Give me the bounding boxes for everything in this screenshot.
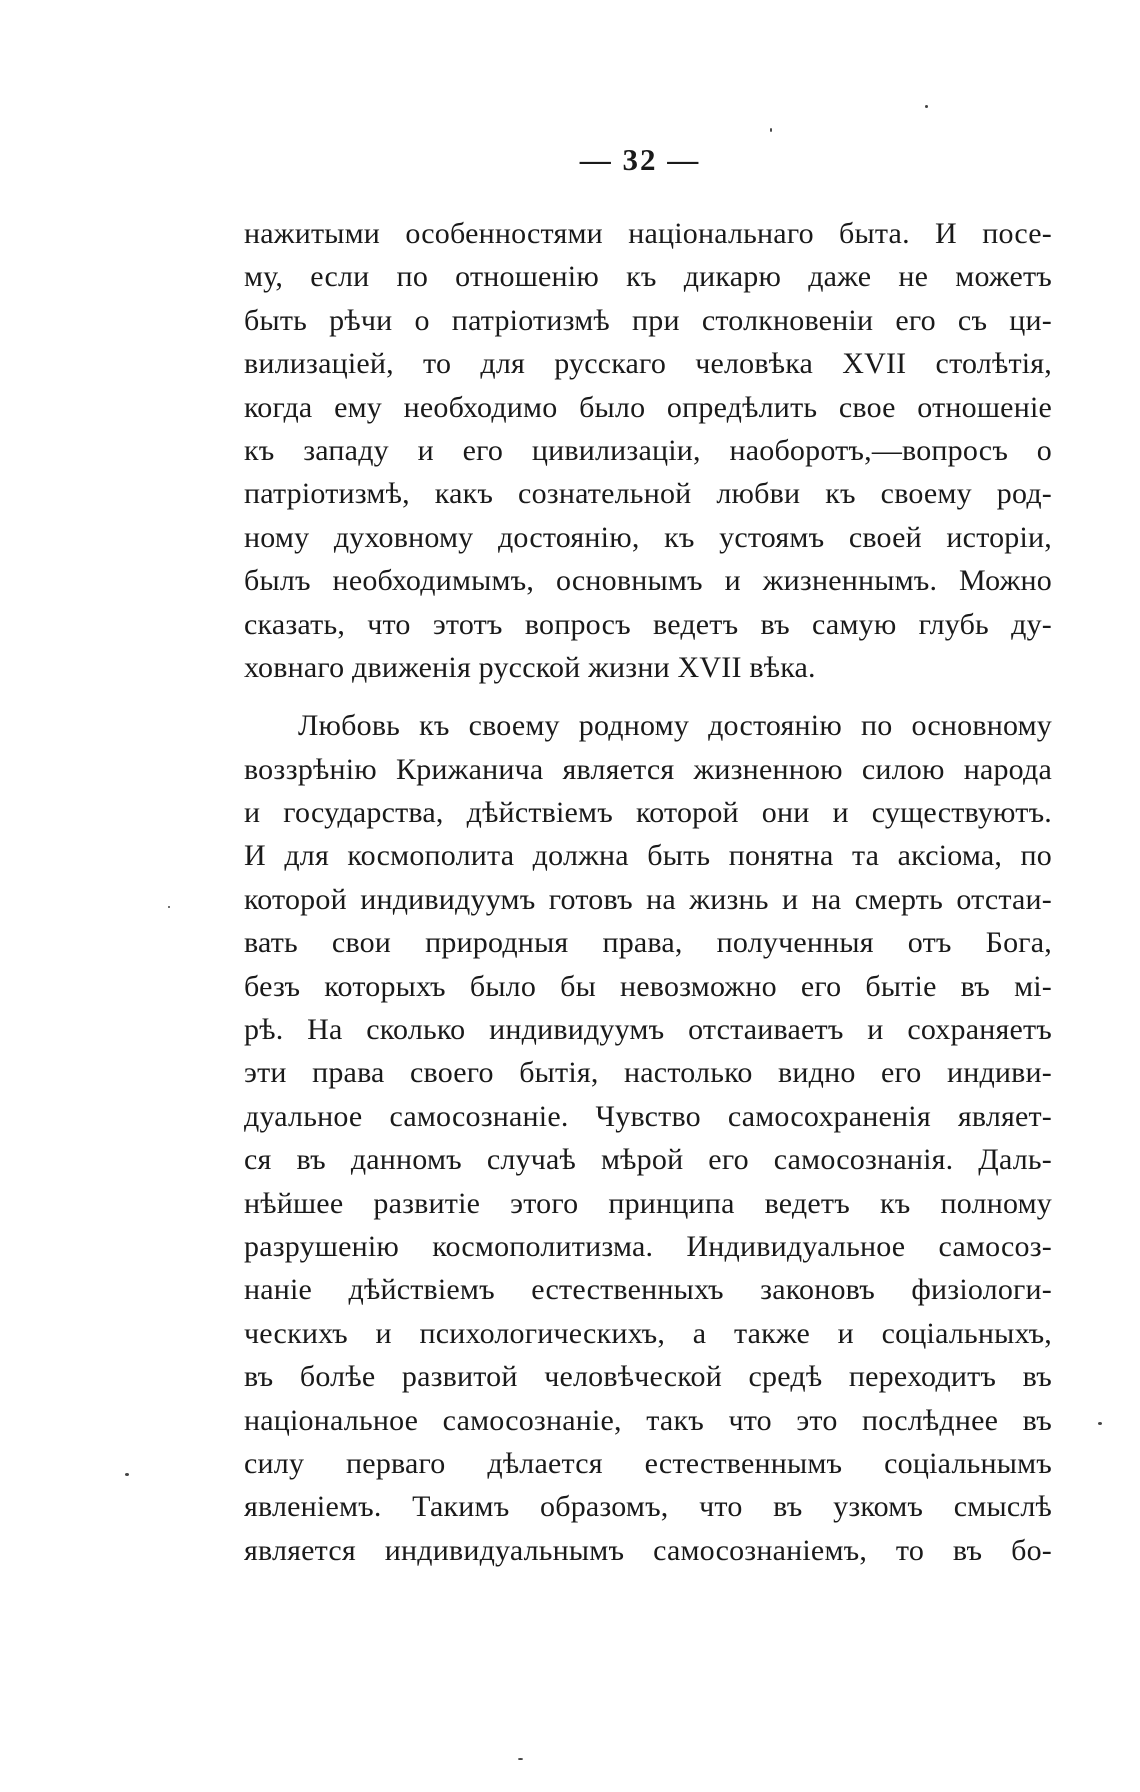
scan-speck [125,1473,129,1476]
text-line: наніе дѣйствіемъ естественныхъ законовъ физіологи- [244,1273,1052,1307]
text-line: И для космополита должна быть понятна та аксіома, по [244,839,1052,873]
text-line: ному духовному достоянію, къ устоямъ своей исторіи, [244,520,1052,554]
text-line: которой индивидуумъ готовъ на жизнь и на смерть отстаи- [244,882,1052,916]
text-line: вать свои природныя права, полученныя отъ Бога, [244,926,1052,960]
text-line: ховнаго движенія русской жизни XVII вѣка. [244,650,816,684]
text-line: нажитыми особенностями національнаго быта. И посе- [244,217,1052,250]
scan-speck [925,105,928,108]
text-line: явленіемъ. Такимъ образомъ, что въ узкомъ смыслѣ [244,1490,1052,1524]
text-line: силу перваго дѣлается естественнымъ соціальнымъ [244,1446,1052,1480]
text-line: му, если по отношенію къ дикарю даже не можетъ [244,260,1052,294]
text-line: къ западу и его цивилизаціи, наоборотъ,—вопросъ о [244,433,1052,467]
paragraph-1 [244,212,1052,689]
text-line: былъ необходимымъ, основнымъ и жизненнымъ. Можно [244,564,1052,598]
text-line: воззрѣнію Крижанича является жизненною силою народа [244,752,1052,786]
text-line: нѣйшее развитіе этого принципа ведетъ къ полному [244,1186,1052,1220]
text-line: дуальное самосознаніе. Чувство самосохраненія являет- [244,1099,1052,1133]
text-line: сказать, что этотъ вопросъ ведетъ въ самую глубь ду- [244,607,1052,641]
text-line: рѣ. На сколько индивидуумъ отстаиваетъ и сохраняетъ [244,1013,1052,1047]
text-line: патріотизмѣ, какъ сознательной любви къ своему род- [244,477,1052,511]
text-line: ся въ данномъ случаѣ мѣрой его самосознанія. Даль- [244,1143,1052,1177]
scan-speck [518,1758,523,1760]
text-line: вилизацiей, то для русскаго человѣка XVII столѣтія, [244,347,1052,381]
paragraph-2 [244,704,1052,1572]
text-line: является индивидуальнымъ самосознаніемъ, то въ бо- [244,1533,1052,1567]
text-line: эти права своего бытія, настолько видно его индиви- [244,1056,1052,1090]
text-line: быть рѣчи о патріотизмѣ при столкновеніи его съ ци- [244,303,1052,337]
text-line: ческихъ и психологическихъ, а также и соціальныхъ, [244,1316,1052,1350]
text-line: когда ему необходимо было опредѣлить свое отношеніе [244,390,1052,424]
text-line: безъ которыхъ было бы невозможно его бытіе въ мі- [244,969,1052,1003]
text-line: въ болѣе развитой человѣческой средѣ переходитъ въ [244,1360,1052,1394]
scan-speck [770,128,772,132]
paragraph-gap [244,689,1052,704]
text-line: и государства, дѣйствіемъ которой они и существуютъ. [244,796,1052,830]
text-line: Любовь къ своему родному достоянію по основному [298,709,1052,743]
scan-speck [1098,1422,1102,1425]
body-text [244,212,1052,1572]
scan-speck [168,906,170,908]
text-line: разрушенію космополитизма. Индивидуальное самосоз- [244,1229,1052,1263]
page-number: — 32 — [579,142,701,177]
text-line: національное самосознаніе, такъ что это послѣднее въ [244,1403,1052,1437]
